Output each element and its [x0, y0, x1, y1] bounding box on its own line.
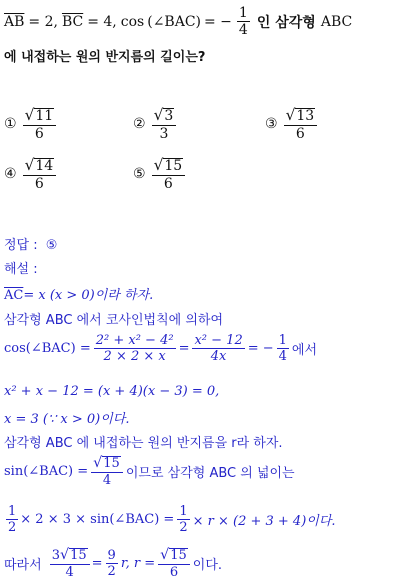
solution-line-5: x = 3 (∵ x > 0)이다.	[4, 412, 130, 427]
choice-1[interactable]: ① √ 11 6	[4, 108, 58, 141]
segment-ab: $\overline{AB}$	[4, 13, 25, 30]
solution-line-6: 삼각형 ABC 에 내접하는 원의 반지름을 r라 하자.	[4, 436, 283, 451]
choice-marker: ③	[265, 116, 278, 133]
eq-minus: = −	[204, 13, 232, 30]
choice-4[interactable]: ④ √ 14 6	[4, 158, 58, 191]
solution-line-4: x² + x − 12 = (x + 4)(x − 3) = 0,	[4, 384, 220, 399]
solution-line-1: $\overline{AC}= x$ (x > 0)이라 하자.	[4, 288, 154, 303]
triangle-abc: ABC	[320, 13, 353, 30]
choice-marker: ⑤	[133, 166, 146, 183]
choice-5[interactable]: ⑤ √ 15 6	[133, 158, 187, 191]
choice-marker: ④	[4, 166, 17, 183]
question-line-2: 에 내접하는 원의 반지름의 길이는?	[4, 50, 206, 65]
choice-2[interactable]: ② √ 3 3	[133, 108, 178, 141]
segment-ac: $\overline{AC}$	[4, 288, 24, 303]
explain-label: 해설 :	[4, 262, 38, 277]
cos-label: cos	[120, 13, 145, 30]
answer-line	[4, 234, 57, 253]
choice-marker: ②	[133, 116, 146, 133]
korean-tail: 인 삼각형	[256, 14, 316, 31]
question-line-1	[4, 6, 352, 37]
answer-label: 정답 :	[4, 238, 38, 253]
eq-4: = 4,	[87, 13, 117, 30]
eq-2: = 2,	[28, 13, 58, 30]
solution-line-9: 따라서 3 √ 15 4 = $\frac{9}{2}$ r, r = √ 15 6 이다.	[4, 547, 223, 580]
segment-bc: $\overline{BC}$	[61, 13, 84, 30]
choice-3[interactable]: ③ √ 13 6	[265, 108, 319, 141]
solution-line-7: sin(∠BAC) = √ 15 4 이므로 삼각형 ABC 의 넓이는	[4, 455, 295, 488]
solution-line-2: 삼각형 ABC 에서 코사인법칙에 의하여	[4, 313, 224, 328]
answer-value: ⑤	[45, 238, 58, 253]
choice-marker: ①	[4, 116, 17, 133]
angle-bac: (∠BAC)	[147, 13, 201, 30]
solution-line-3: cos(∠BAC) = $\frac{\text{2² + x² − 4²}}{2 \times 2 \times x}$ = $\frac{\text{x² − 12}}{4x}$ = − $\frac{1}{4}$ 에서	[4, 333, 318, 364]
solution-line-8: $\frac{1}{2}$ × 2 × 3 × sin(∠BAC) = $\frac{1}{2}$ × r × (2 + 3 + 4)이다.	[8, 504, 336, 535]
fraction-one-quarter: $\frac{1}{4}$	[238, 5, 248, 38]
